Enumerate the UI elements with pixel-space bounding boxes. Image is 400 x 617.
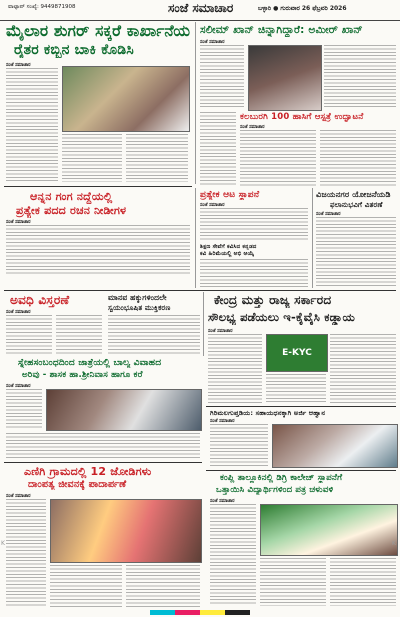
article-a5-text [200, 208, 308, 242]
headline-a11: ಗಿರಿಮಲಗುಪ್ತಡಿಯ: ಸಹಾಯಧನಕ್ಕಾಗಿ ಅರ್ಜಿ ಆಹ್ವಾನ [210, 409, 326, 417]
photo-a11 [272, 424, 398, 468]
headline-a3: ಕಲಬುರಗಿ 100 ಹಾಸಿಗೆ ಆಸ್ಪತ್ರೆ ಉದ್ಘಾಟನೆ [240, 112, 364, 122]
article-a11-text [210, 424, 268, 466]
article-a5b-text [200, 259, 308, 287]
divider [4, 462, 202, 463]
article-a12-text-3 [126, 565, 200, 607]
divider [4, 290, 396, 291]
column-divider [312, 188, 313, 288]
masthead-contact: ವಾಟ್ಸಾಪ್ ಸಂಖ್ಯೆ: 9449871908 [8, 4, 76, 10]
byline-a9: ಸಂಜೆ ಸಮಾಚಾರ [208, 329, 233, 334]
headline-a10-line1: ಸ್ನೇಹಸಂಬಂಧದಿಂದ ಜಾತ್ರೆಯಲ್ಲಿ ಬಾಲ್ಯ ವಿವಾಹದ [18, 358, 162, 368]
byline-a13: ಸಂಜೆ ಸಮಾಚಾರ [210, 499, 235, 504]
headline-a5b-line2: ಕವಿ ಹಿರಿಮೆಯಲ್ಲಿ ಅಭಿ ಆಯ್ಕೆ [200, 251, 255, 257]
headline-a1-line1: ಮೈಲಾರ ಶುಗರ್ ಸಕ್ಕರೆ ಕಾರ್ಖಾನೆಯ [6, 22, 191, 40]
byline-a5: ಸಂಜೆ ಸಮಾಚಾರ [200, 203, 225, 208]
masthead [0, 0, 400, 21]
photo-a1 [62, 66, 190, 132]
byline-a12: ಸಂಜೆ ಸಮಾಚಾರ [6, 494, 31, 499]
article-a6-text [316, 217, 396, 287]
column-divider [195, 188, 196, 288]
byline-a11: ಸಂಜೆ ಸಮಾಚಾರ [210, 419, 235, 424]
article-a8-text [108, 315, 200, 355]
headline-a7: ಅವಧಿ ವಿಸ್ತರಣೆ [10, 293, 70, 307]
headline-a4-line1: ಆನ್ನನ ಗಂಗ ನದ್ದೆಯಲ್ಲಿ [30, 190, 113, 203]
article-a2-text-2 [324, 45, 396, 109]
article-a1-text-3 [126, 134, 188, 182]
byline-a3: ಸಂಜೆ ಸಮಾಚಾರ [240, 125, 265, 130]
article-a13-text [210, 504, 256, 606]
divider [206, 406, 396, 407]
colour-bar [150, 610, 250, 615]
headline-a8-line1: ಮಾನವ ಹಕ್ಕುಗಳಿಂದಲೇ [108, 293, 167, 302]
headline-a13-line1: ಕಂಪ್ಲಿ ತಾಲ್ಲೂಕಿನಲ್ಲಿ ಡಿಗ್ರಿ ಕಾಲೇಜ್ ಸ್ಥಾಪನೆಗೆ [220, 473, 343, 483]
byline-a4: ಸಂಜೆ ಸಮಾಚಾರ [6, 220, 31, 225]
headline-a5b-line1: ಶಿಕ್ಷಣ ಸೇವೆಗೆ ಕವಿಸಿದ ಕನ್ನಡದ [200, 244, 257, 250]
column-divider [203, 292, 204, 356]
headline-a9-line1: ಕೇಂದ್ರ ಮತ್ತು ರಾಜ್ಯ ಸರ್ಕಾರದ [214, 293, 332, 307]
newspaper-logo: ಸಂಜೆ ಸಮಾಚಾರ [168, 1, 234, 15]
headline-a4-line2: ಪ್ರತ್ಯೇಕ ಪದದ ರಚನ ನೀಡೀಗಳ [16, 204, 127, 217]
article-a9-text-3 [266, 374, 326, 404]
headline-a13-line2: ಒತ್ತಾಯಿಸಿ ವಿದ್ಯಾರ್ಥಿಗಳಿಂದ ಪತ್ರ ಚಳುವಳಿ [216, 485, 334, 495]
byline-a7: ಸಂಜೆ ಸಮಾಚಾರ [6, 310, 31, 315]
headline-a12-line2: ದಾಂಪತ್ಯ ಜೀವನಕ್ಕೆ ಪಾದಾರ್ಪಣೆ [28, 479, 127, 490]
article-a12-text [6, 499, 46, 607]
divider [4, 186, 192, 187]
headline-a1-line2: ರೈತರ ಕಬ್ಬಿನ ಬಾಕಿ ಕೊಡಿಸಿ [14, 42, 134, 58]
registration-mark-left: K [1, 540, 5, 547]
photo-a13 [260, 504, 398, 556]
divider [206, 470, 396, 471]
article-a3-text-3 [320, 130, 396, 186]
article-a7-text [6, 315, 52, 355]
headline-a2: ಸಲೀಮ್ ಖಾನ್ ಚಿನ್ನಾಗಿದ್ದಾರೆ: ಅಮೀರ್ ಖಾನ್ [200, 24, 363, 36]
headline-a5: ಪ್ರತ್ಯೇಕ ಆಟ ಸ್ಥಾಪನೆ [200, 190, 260, 200]
article-a13-text-2 [260, 558, 326, 606]
article-a13-text-3 [330, 558, 396, 606]
byline-a6: ಸಂಜೆ ಸಮಾಚಾರ [316, 212, 341, 217]
article-a7-text-2 [56, 315, 102, 355]
masthead-date: ಬಳ್ಳಾರಿ ● ಗುರುವಾರ 26 ಫೆಬ್ರವರಿ 2026 [258, 5, 347, 12]
byline-a2: ಸಂಜೆ ಸಮಾಚಾರ [200, 40, 225, 45]
article-a9-text [208, 334, 262, 404]
headline-a6-line2: ಫಲಾನುಭವಿಗೆ ವಿತರಣೆ [330, 201, 383, 209]
article-a10-text [6, 389, 42, 429]
article-a3-text [200, 112, 236, 186]
article-a1-text [6, 68, 58, 182]
photo-a12 [50, 499, 202, 563]
article-a3-text-2 [240, 130, 316, 186]
article-a10-text-2 [6, 433, 200, 459]
headline-a8-line2: ಸ್ವಯಂಭೂಷಿತ ಮುಕ್ತಿಕರಣ [108, 304, 171, 312]
headline-a9-line2: ಸೌಲಭ್ಯ ಪಡೆಯಲು ಇ-ಕೈವೈಸಿ ಕಡ್ಡಾಯ [208, 310, 355, 324]
byline-a1: ಸಂಜೆ ಸಮಾಚಾರ [6, 63, 31, 68]
headline-a12-line1: ಎಣಿಗಿ ಗ್ರಾಮದಲ್ಲಿ 12 ಜೋಡಿಗಳು [24, 465, 152, 478]
article-a9-text-2 [330, 334, 396, 404]
article-a1-text-2 [62, 134, 122, 182]
headline-a10-line2: ಅರಿವು - ಶಾಸಕ ಹಾ.ಶ್ರೀನಿವಾಸ ಹಾಗೂ ಕರೆ [22, 370, 143, 380]
photo-a2 [248, 45, 322, 111]
column-divider [195, 22, 196, 184]
photo-a10 [46, 389, 202, 431]
headline-a6-line1: ವಿಜಯನಗರ ಯೋಜನೆಯಡಿ [316, 190, 391, 199]
article-a2-text [200, 45, 244, 109]
byline-a10: ಸಂಜೆ ಸಮಾಚಾರ [6, 384, 31, 389]
article-a4-text [6, 225, 190, 275]
kyc-banner: E-KYC [266, 334, 328, 372]
article-a12-text-2 [50, 565, 122, 607]
registration-mark-right: K [392, 540, 396, 547]
